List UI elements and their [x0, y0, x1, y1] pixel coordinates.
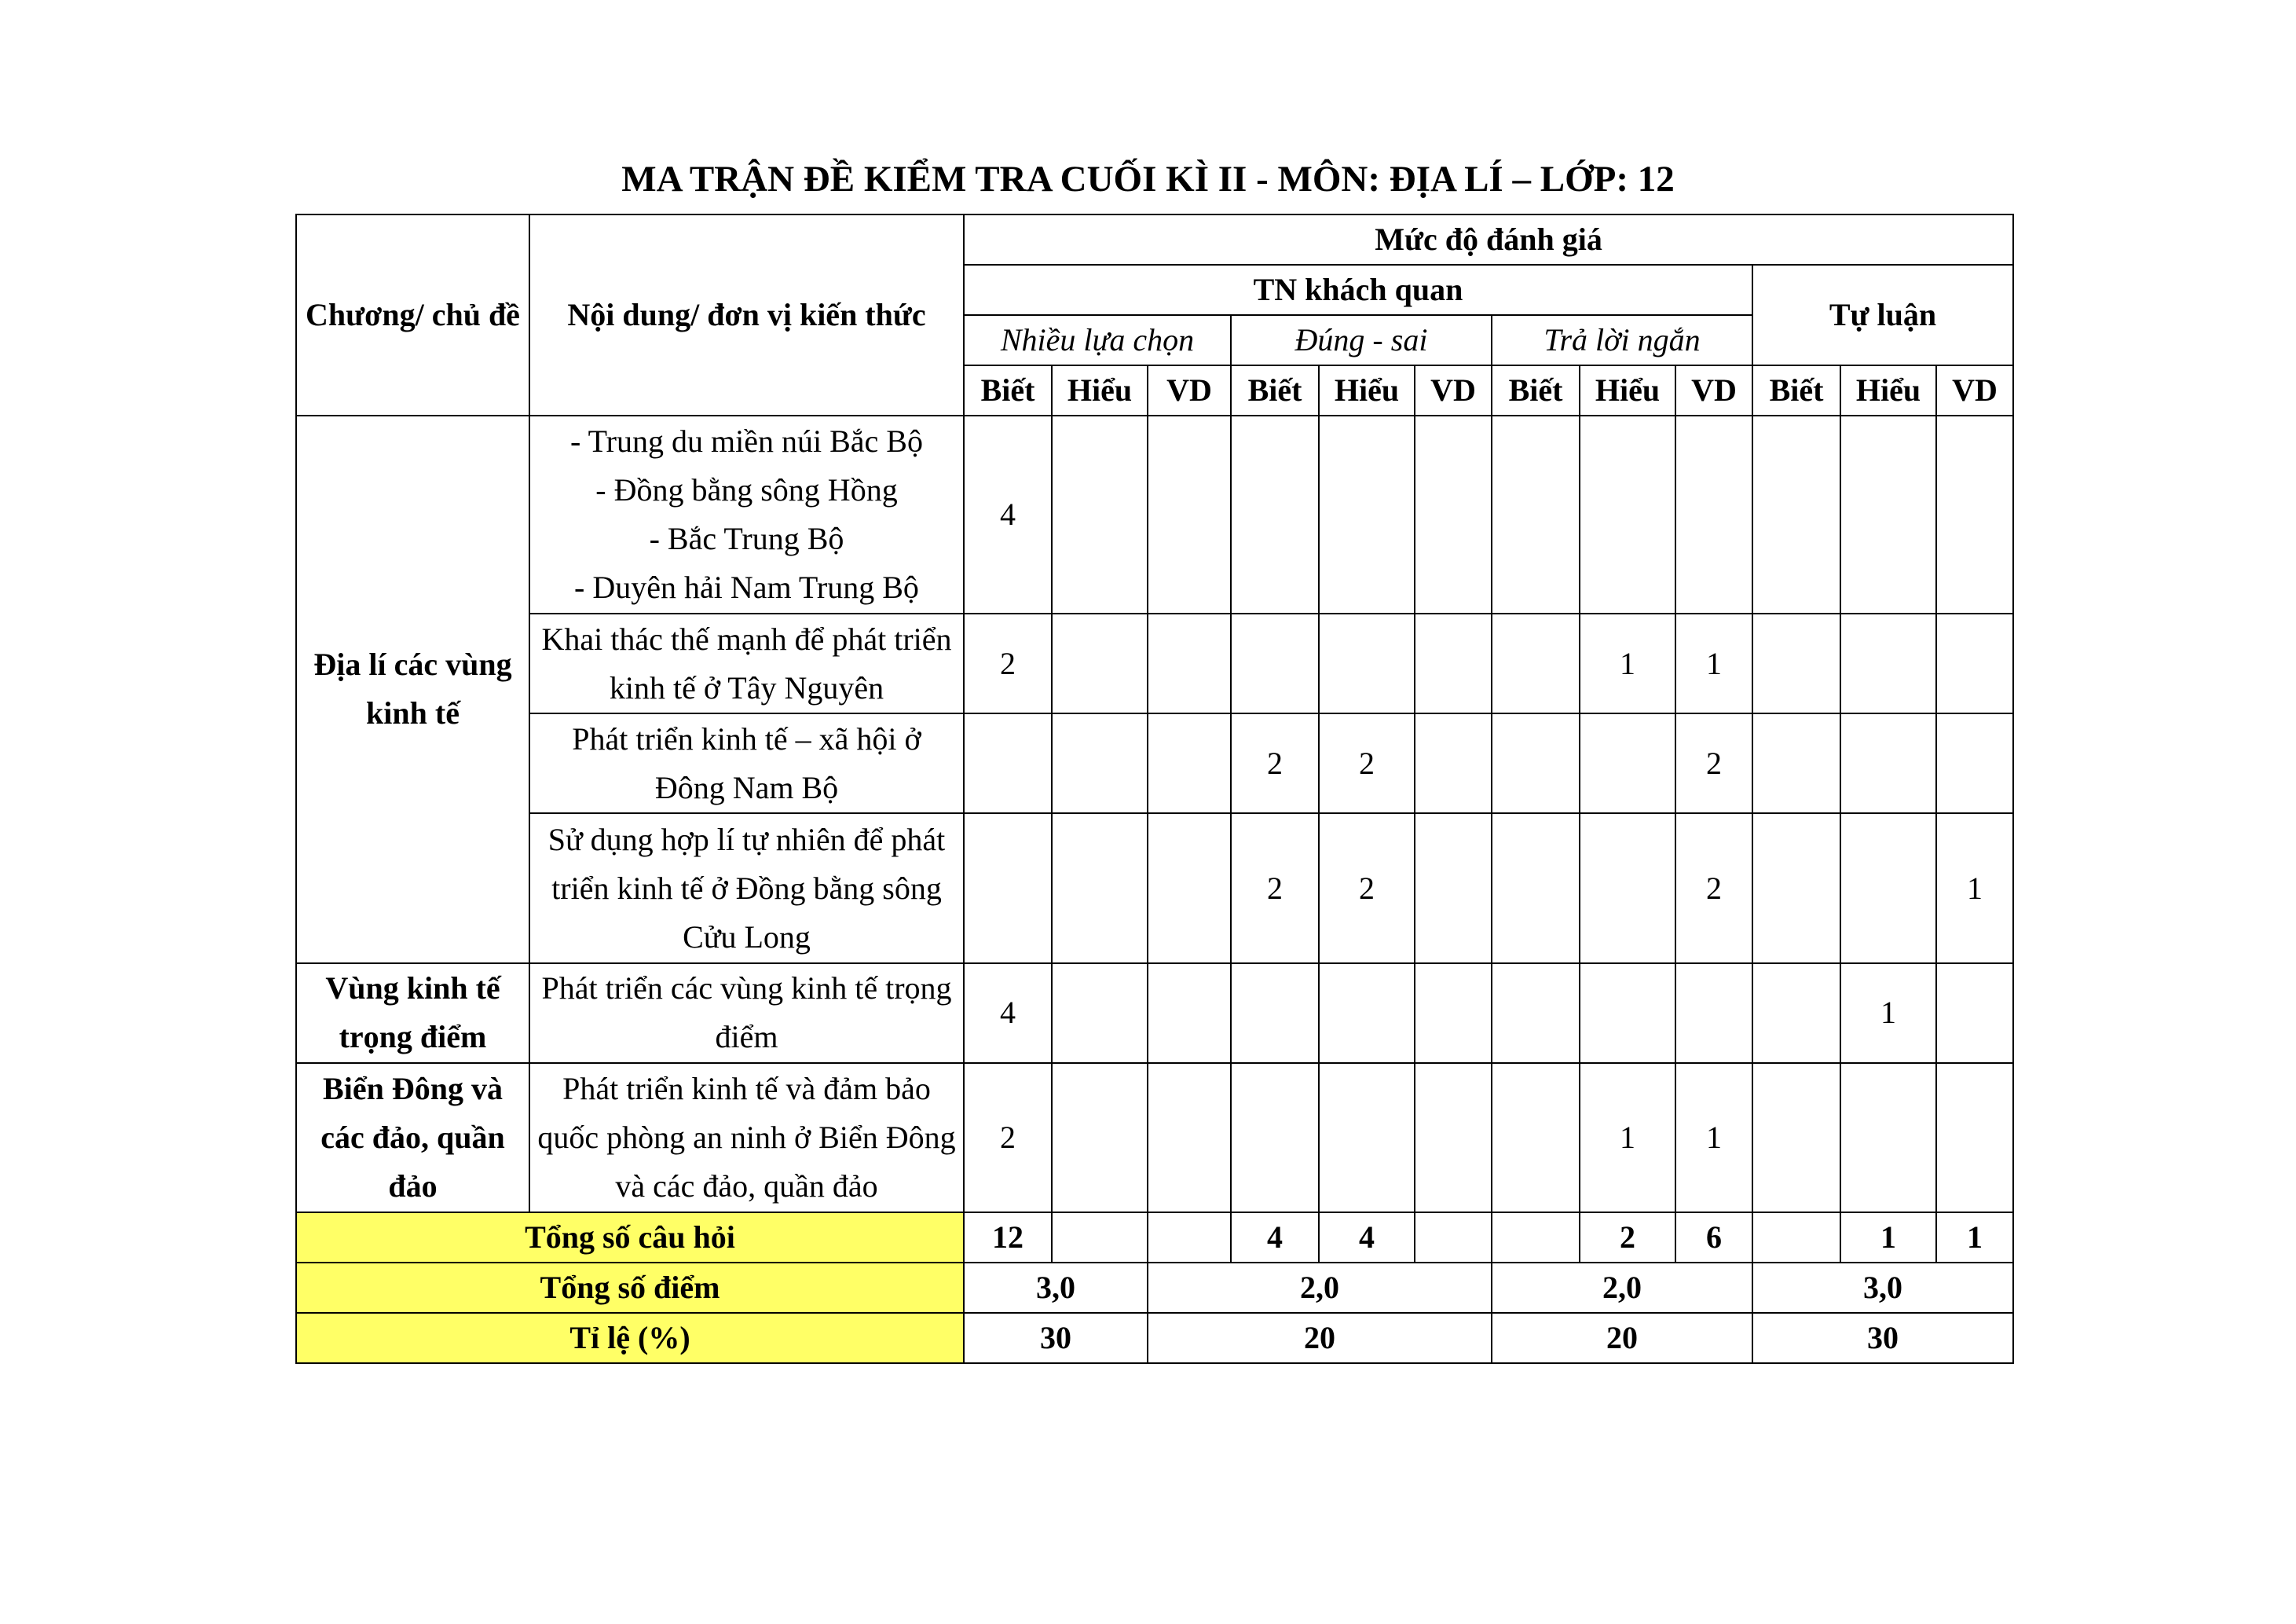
level-label: VD	[1675, 365, 1752, 416]
count-cell	[1840, 416, 1936, 614]
level-label: Hiểu	[1319, 365, 1415, 416]
table-row	[296, 813, 2013, 962]
count-cell	[1492, 1063, 1580, 1212]
count-cell	[1752, 713, 1840, 813]
total-questions-cell: 2	[1580, 1212, 1675, 1263]
count-cell: 4	[964, 416, 1052, 614]
count-cell: 2	[964, 614, 1052, 713]
count-cell	[1148, 416, 1231, 614]
content-cell: Phát triển kinh tế – xã hội ở Đông Nam Bộ	[529, 713, 964, 813]
table-row	[296, 1063, 2013, 1212]
count-cell	[1148, 614, 1231, 713]
count-cell: 2	[1675, 713, 1752, 813]
page-title: MA TRẬN ĐỀ KIỂM TRA CUỐI KÌ II - MÔN: ĐỊA LÍ – LỚP: 12	[621, 159, 1675, 200]
count-cell	[1752, 614, 1840, 713]
total-points-essay: 3,0	[1752, 1263, 2013, 1313]
count-cell: 2	[1319, 813, 1415, 962]
count-cell: 4	[964, 963, 1052, 1063]
count-cell	[1231, 1063, 1319, 1212]
table-row	[296, 963, 2013, 1063]
count-cell	[1752, 416, 1840, 614]
count-cell	[1231, 963, 1319, 1063]
count-cell	[1492, 713, 1580, 813]
level-label: Biết	[1752, 365, 1840, 416]
chapter-cell: Địa lí các vùng kinh tế	[296, 416, 529, 962]
count-cell: 2	[1231, 713, 1319, 813]
count-cell	[1492, 813, 1580, 962]
table-row	[296, 416, 2013, 614]
header-short-answer: Trả lời ngắn	[1492, 315, 1752, 365]
total-questions-cell: 6	[1675, 1212, 1752, 1263]
count-cell	[1840, 1063, 1936, 1212]
level-label: Hiểu	[1052, 365, 1148, 416]
header-essay: Tự luận	[1752, 265, 2013, 365]
count-cell	[964, 813, 1052, 962]
count-cell	[1936, 614, 2013, 713]
total-points-mcq: 3,0	[964, 1263, 1148, 1313]
count-cell	[1148, 713, 1231, 813]
count-cell	[1052, 813, 1148, 962]
ratio-row	[296, 1313, 2013, 1363]
count-cell	[1052, 416, 1148, 614]
level-label: Biết	[1231, 365, 1319, 416]
total-questions-cell	[1052, 1212, 1148, 1263]
header-row-1	[296, 214, 2013, 265]
table-row	[296, 713, 2013, 813]
count-cell	[1580, 416, 1675, 614]
count-cell	[1148, 813, 1231, 962]
count-cell	[1492, 614, 1580, 713]
header-assessment-level: Mức độ đánh giá	[964, 214, 2013, 265]
count-cell	[1492, 963, 1580, 1063]
content-cell: Sử dụng hợp lí tự nhiên để phát triển kinh tế ở Đồng bằng sông Cửu Long	[529, 813, 964, 962]
content-cell: Khai thác thế mạnh để phát triển kinh tế ở Tây Nguyên	[529, 614, 964, 713]
count-cell	[1580, 713, 1675, 813]
level-label: Hiểu	[1840, 365, 1936, 416]
header-objective: TN khách quan	[964, 265, 1752, 315]
count-cell	[1936, 1063, 2013, 1212]
total-questions-cell: 4	[1319, 1212, 1415, 1263]
count-cell	[1415, 614, 1492, 713]
count-cell	[1319, 614, 1415, 713]
count-cell: 1	[1936, 813, 2013, 962]
assessment-matrix-table	[295, 214, 2014, 1364]
chapter-cell: Vùng kinh tế trọng điểm	[296, 963, 529, 1063]
level-label: Hiểu	[1580, 365, 1675, 416]
count-cell: 1	[1840, 963, 1936, 1063]
level-label: VD	[1415, 365, 1492, 416]
count-cell	[1675, 416, 1752, 614]
count-cell	[1580, 813, 1675, 962]
count-cell	[1319, 416, 1415, 614]
count-cell	[1319, 963, 1415, 1063]
table-row	[296, 614, 2013, 713]
count-cell	[1052, 963, 1148, 1063]
count-cell	[1319, 1063, 1415, 1212]
count-cell	[1840, 813, 1936, 962]
header-multiple-choice: Nhiều lựa chọn	[964, 315, 1231, 365]
count-cell	[1231, 614, 1319, 713]
total-points-row	[296, 1263, 2013, 1313]
total-questions-cell	[1415, 1212, 1492, 1263]
count-cell	[1840, 614, 1936, 713]
total-questions-cell: 1	[1936, 1212, 2013, 1263]
content-cell: - Trung du miền núi Bắc Bộ - Đồng bằng sông Hồng - Bắc Trung Bộ - Duyên hải Nam Trung Bộ	[529, 416, 964, 614]
total-questions-cell: 4	[1231, 1212, 1319, 1263]
count-cell	[1675, 963, 1752, 1063]
ratio-truefalse: 20	[1148, 1313, 1492, 1363]
ratio-label: Tỉ lệ (%)	[296, 1313, 964, 1363]
count-cell	[1052, 1063, 1148, 1212]
total-points-label: Tổng số điểm	[296, 1263, 964, 1313]
count-cell	[1415, 1063, 1492, 1212]
total-questions-cell	[1752, 1212, 1840, 1263]
count-cell	[1231, 416, 1319, 614]
chapter-cell: Biển Đông và các đảo, quần đảo	[296, 1063, 529, 1212]
content-cell: Phát triển kinh tế và đảm bảo quốc phòng an ninh ở Biển Đông và các đảo, quần đảo	[529, 1063, 964, 1212]
count-cell: 2	[1231, 813, 1319, 962]
count-cell	[1052, 713, 1148, 813]
ratio-essay: 30	[1752, 1313, 2013, 1363]
content-cell: Phát triển các vùng kinh tế trọng điểm	[529, 963, 964, 1063]
count-cell: 2	[964, 1063, 1052, 1212]
count-cell	[1415, 963, 1492, 1063]
count-cell	[1148, 963, 1231, 1063]
count-cell: 2	[1319, 713, 1415, 813]
count-cell	[1752, 813, 1840, 962]
header-content: Nội dung/ đơn vị kiến thức	[529, 214, 964, 416]
count-cell	[1936, 963, 2013, 1063]
total-questions-cell: 12	[964, 1212, 1052, 1263]
count-cell	[1752, 1063, 1840, 1212]
count-cell: 1	[1580, 614, 1675, 713]
count-cell	[1936, 416, 2013, 614]
ratio-short: 20	[1492, 1313, 1752, 1363]
count-cell: 1	[1675, 614, 1752, 713]
count-cell	[1840, 713, 1936, 813]
total-questions-cell	[1492, 1212, 1580, 1263]
total-questions-cell	[1148, 1212, 1231, 1263]
count-cell	[964, 713, 1052, 813]
level-label: VD	[1148, 365, 1231, 416]
count-cell	[1415, 713, 1492, 813]
total-points-short: 2,0	[1492, 1263, 1752, 1313]
count-cell: 1	[1580, 1063, 1675, 1212]
level-label: VD	[1936, 365, 2013, 416]
count-cell	[1052, 614, 1148, 713]
ratio-mcq: 30	[964, 1313, 1148, 1363]
count-cell	[1148, 1063, 1231, 1212]
count-cell	[1752, 963, 1840, 1063]
count-cell	[1580, 963, 1675, 1063]
count-cell	[1415, 813, 1492, 962]
total-questions-label: Tổng số câu hỏi	[296, 1212, 964, 1263]
level-label: Biết	[964, 365, 1052, 416]
total-questions-cell: 1	[1840, 1212, 1936, 1263]
count-cell: 2	[1675, 813, 1752, 962]
total-questions-row	[296, 1212, 2013, 1263]
header-true-false: Đúng - sai	[1231, 315, 1492, 365]
header-chapter: Chương/ chủ đề	[296, 214, 529, 416]
total-points-truefalse: 2,0	[1148, 1263, 1492, 1313]
count-cell	[1492, 416, 1580, 614]
count-cell	[1415, 416, 1492, 614]
count-cell: 1	[1675, 1063, 1752, 1212]
level-label: Biết	[1492, 365, 1580, 416]
count-cell	[1936, 713, 2013, 813]
